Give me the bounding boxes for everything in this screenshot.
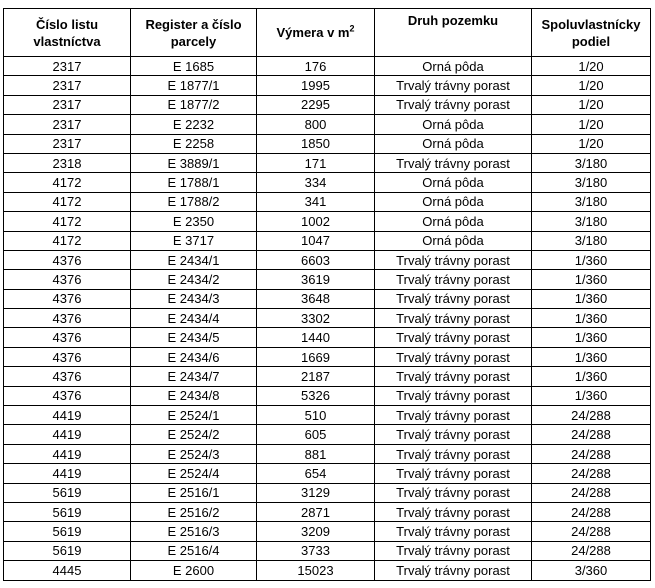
cell-parcel-number: E 1877/2 bbox=[131, 95, 257, 114]
cell-ownership-sheet-number: 2317 bbox=[4, 134, 131, 153]
cell-ownership-sheet-number: 4376 bbox=[4, 386, 131, 405]
cell-area: 3302 bbox=[257, 309, 375, 328]
cell-co-ownership-share: 1/360 bbox=[532, 328, 651, 347]
cell-co-ownership-share: 24/288 bbox=[532, 502, 651, 521]
cell-co-ownership-share: 1/360 bbox=[532, 270, 651, 289]
cell-ownership-sheet-number: 4419 bbox=[4, 444, 131, 463]
cell-parcel-number: E 1685 bbox=[131, 57, 257, 76]
table-row bbox=[4, 270, 651, 289]
cell-land-type: Trvalý trávny porast bbox=[375, 386, 532, 405]
cell-parcel-number: E 2232 bbox=[131, 115, 257, 134]
cell-co-ownership-share: 1/20 bbox=[532, 115, 651, 134]
table-row bbox=[4, 289, 651, 308]
cell-area: 6603 bbox=[257, 250, 375, 269]
cell-land-type: Orná pôda bbox=[375, 173, 532, 192]
cell-parcel-number: E 1877/1 bbox=[131, 76, 257, 95]
table-row bbox=[4, 483, 651, 502]
table-row bbox=[4, 173, 651, 192]
cell-co-ownership-share: 1/20 bbox=[532, 57, 651, 76]
cell-ownership-sheet-number: 4376 bbox=[4, 289, 131, 308]
table-row bbox=[4, 425, 651, 444]
cell-co-ownership-share: 24/288 bbox=[532, 541, 651, 560]
cell-area: 1995 bbox=[257, 76, 375, 95]
cell-ownership-sheet-number: 2317 bbox=[4, 76, 131, 95]
cell-area: 2187 bbox=[257, 367, 375, 386]
cell-land-type: Trvalý trávny porast bbox=[375, 425, 532, 444]
cell-parcel-number: E 2524/1 bbox=[131, 406, 257, 425]
cell-parcel-number: E 2524/3 bbox=[131, 444, 257, 463]
cell-ownership-sheet-number: 4419 bbox=[4, 464, 131, 483]
cell-co-ownership-share: 3/180 bbox=[532, 153, 651, 172]
table-row bbox=[4, 95, 651, 114]
cell-land-type: Trvalý trávny porast bbox=[375, 95, 532, 114]
header-share-line1: Spoluvlastnícky bbox=[541, 16, 641, 32]
header-ownership-line1: Číslo listu bbox=[35, 16, 99, 32]
cell-land-type: Orná pôda bbox=[375, 212, 532, 231]
cell-parcel-number: E 2350 bbox=[131, 212, 257, 231]
cell-co-ownership-share: 24/288 bbox=[532, 444, 651, 463]
cell-co-ownership-share: 24/288 bbox=[532, 425, 651, 444]
cell-ownership-sheet-number: 5619 bbox=[4, 502, 131, 521]
header-ownership-sheet-number bbox=[4, 9, 131, 57]
table-row bbox=[4, 212, 651, 231]
cell-parcel-number: E 2434/6 bbox=[131, 347, 257, 366]
cell-ownership-sheet-number: 4172 bbox=[4, 173, 131, 192]
cell-parcel-number: E 2434/4 bbox=[131, 309, 257, 328]
cell-land-type: Trvalý trávny porast bbox=[375, 347, 532, 366]
header-land-type bbox=[375, 9, 532, 57]
header-co-ownership-share bbox=[532, 9, 651, 57]
land-register-table-wrapper bbox=[3, 8, 651, 581]
cell-land-type: Trvalý trávny porast bbox=[375, 367, 532, 386]
cell-co-ownership-share: 24/288 bbox=[532, 483, 651, 502]
cell-parcel-number: E 1788/1 bbox=[131, 173, 257, 192]
cell-ownership-sheet-number: 2317 bbox=[4, 57, 131, 76]
table-row bbox=[4, 231, 651, 250]
header-register-line2: parcely bbox=[170, 33, 217, 49]
cell-land-type: Trvalý trávny porast bbox=[375, 153, 532, 172]
header-share-line2: podiel bbox=[571, 33, 611, 49]
cell-area: 3209 bbox=[257, 522, 375, 541]
cell-co-ownership-share: 1/360 bbox=[532, 347, 651, 366]
header-register-parcel-number bbox=[131, 9, 257, 57]
table-row bbox=[4, 309, 651, 328]
cell-co-ownership-share: 3/180 bbox=[532, 173, 651, 192]
cell-parcel-number: E 2434/1 bbox=[131, 250, 257, 269]
cell-area: 341 bbox=[257, 192, 375, 211]
cell-land-type: Trvalý trávny porast bbox=[375, 541, 532, 560]
cell-co-ownership-share: 1/360 bbox=[532, 289, 651, 308]
header-register-line1: Register a číslo bbox=[145, 16, 242, 32]
cell-land-type: Trvalý trávny porast bbox=[375, 270, 532, 289]
land-register-table bbox=[3, 8, 651, 581]
cell-land-type: Trvalý trávny porast bbox=[375, 483, 532, 502]
cell-parcel-number: E 2524/4 bbox=[131, 464, 257, 483]
table-row bbox=[4, 76, 651, 95]
cell-area: 176 bbox=[257, 57, 375, 76]
table-row bbox=[4, 406, 651, 425]
header-ownership-line2: vlastníctva bbox=[33, 33, 101, 49]
cell-parcel-number: E 2434/2 bbox=[131, 270, 257, 289]
cell-area: 15023 bbox=[257, 561, 375, 580]
table-row bbox=[4, 386, 651, 405]
cell-area: 171 bbox=[257, 153, 375, 172]
cell-area: 654 bbox=[257, 464, 375, 483]
table-row bbox=[4, 115, 651, 134]
cell-parcel-number: E 2434/7 bbox=[131, 367, 257, 386]
cell-land-type: Trvalý trávny porast bbox=[375, 502, 532, 521]
cell-ownership-sheet-number: 4419 bbox=[4, 406, 131, 425]
table-row bbox=[4, 561, 651, 580]
table-row bbox=[4, 347, 651, 366]
cell-ownership-sheet-number: 5619 bbox=[4, 483, 131, 502]
cell-parcel-number: E 2600 bbox=[131, 561, 257, 580]
cell-area: 5326 bbox=[257, 386, 375, 405]
cell-area: 510 bbox=[257, 406, 375, 425]
table-row bbox=[4, 57, 651, 76]
table-row bbox=[4, 134, 651, 153]
cell-land-type: Orná pôda bbox=[375, 134, 532, 153]
table-header bbox=[4, 9, 651, 57]
cell-ownership-sheet-number: 4172 bbox=[4, 212, 131, 231]
cell-co-ownership-share: 1/360 bbox=[532, 367, 651, 386]
cell-parcel-number: E 3889/1 bbox=[131, 153, 257, 172]
cell-area: 334 bbox=[257, 173, 375, 192]
cell-ownership-sheet-number: 4376 bbox=[4, 270, 131, 289]
cell-co-ownership-share: 1/20 bbox=[532, 76, 651, 95]
cell-ownership-sheet-number: 4376 bbox=[4, 250, 131, 269]
cell-land-type: Orná pôda bbox=[375, 231, 532, 250]
header-area-text: Výmera v m bbox=[276, 25, 350, 40]
cell-area: 605 bbox=[257, 425, 375, 444]
table-row bbox=[4, 192, 651, 211]
cell-ownership-sheet-number: 2318 bbox=[4, 153, 131, 172]
cell-co-ownership-share: 3/180 bbox=[532, 212, 651, 231]
cell-parcel-number: E 2516/1 bbox=[131, 483, 257, 502]
cell-parcel-number: E 2516/2 bbox=[131, 502, 257, 521]
cell-ownership-sheet-number: 4376 bbox=[4, 347, 131, 366]
header-area bbox=[257, 9, 375, 57]
table-row bbox=[4, 328, 651, 347]
cell-co-ownership-share: 3/180 bbox=[532, 231, 651, 250]
cell-land-type: Trvalý trávny porast bbox=[375, 309, 532, 328]
header-row bbox=[4, 9, 651, 57]
table-row bbox=[4, 541, 651, 560]
cell-co-ownership-share: 3/180 bbox=[532, 192, 651, 211]
cell-parcel-number: E 2434/8 bbox=[131, 386, 257, 405]
cell-ownership-sheet-number: 4445 bbox=[4, 561, 131, 580]
cell-land-type: Trvalý trávny porast bbox=[375, 444, 532, 463]
cell-area: 1850 bbox=[257, 134, 375, 153]
cell-area: 3733 bbox=[257, 541, 375, 560]
table-body bbox=[4, 57, 651, 581]
cell-parcel-number: E 2516/3 bbox=[131, 522, 257, 541]
table-row bbox=[4, 522, 651, 541]
table-row bbox=[4, 464, 651, 483]
cell-parcel-number: E 2434/5 bbox=[131, 328, 257, 347]
cell-land-type: Trvalý trávny porast bbox=[375, 250, 532, 269]
header-land-type-text: Druh pozemku bbox=[407, 13, 499, 28]
cell-ownership-sheet-number: 5619 bbox=[4, 541, 131, 560]
cell-area: 1440 bbox=[257, 328, 375, 347]
cell-co-ownership-share: 24/288 bbox=[532, 464, 651, 483]
cell-parcel-number: E 2434/3 bbox=[131, 289, 257, 308]
cell-parcel-number: E 2516/4 bbox=[131, 541, 257, 560]
cell-land-type: Orná pôda bbox=[375, 192, 532, 211]
cell-parcel-number: E 2258 bbox=[131, 134, 257, 153]
cell-land-type: Trvalý trávny porast bbox=[375, 561, 532, 580]
cell-land-type: Trvalý trávny porast bbox=[375, 76, 532, 95]
cell-land-type: Orná pôda bbox=[375, 115, 532, 134]
cell-land-type: Trvalý trávny porast bbox=[375, 464, 532, 483]
cell-land-type: Trvalý trávny porast bbox=[375, 406, 532, 425]
cell-co-ownership-share: 1/360 bbox=[532, 386, 651, 405]
header-area-superscript: 2 bbox=[349, 23, 355, 34]
cell-parcel-number: E 1788/2 bbox=[131, 192, 257, 211]
table-row bbox=[4, 444, 651, 463]
cell-ownership-sheet-number: 5619 bbox=[4, 522, 131, 541]
cell-ownership-sheet-number: 4376 bbox=[4, 328, 131, 347]
cell-ownership-sheet-number: 2317 bbox=[4, 95, 131, 114]
cell-ownership-sheet-number: 4376 bbox=[4, 367, 131, 386]
table-row bbox=[4, 502, 651, 521]
table-row bbox=[4, 250, 651, 269]
cell-parcel-number: E 2524/2 bbox=[131, 425, 257, 444]
cell-area: 2871 bbox=[257, 502, 375, 521]
cell-co-ownership-share: 1/360 bbox=[532, 250, 651, 269]
cell-land-type: Trvalý trávny porast bbox=[375, 289, 532, 308]
cell-ownership-sheet-number: 4376 bbox=[4, 309, 131, 328]
cell-area: 1047 bbox=[257, 231, 375, 250]
cell-ownership-sheet-number: 4172 bbox=[4, 192, 131, 211]
cell-co-ownership-share: 1/20 bbox=[532, 134, 651, 153]
cell-co-ownership-share: 24/288 bbox=[532, 406, 651, 425]
cell-area: 800 bbox=[257, 115, 375, 134]
cell-area: 1002 bbox=[257, 212, 375, 231]
cell-co-ownership-share: 1/20 bbox=[532, 95, 651, 114]
cell-parcel-number: E 3717 bbox=[131, 231, 257, 250]
table-row bbox=[4, 153, 651, 172]
cell-co-ownership-share: 24/288 bbox=[532, 522, 651, 541]
cell-co-ownership-share: 1/360 bbox=[532, 309, 651, 328]
cell-area: 3129 bbox=[257, 483, 375, 502]
table-row bbox=[4, 367, 651, 386]
cell-area: 881 bbox=[257, 444, 375, 463]
cell-co-ownership-share: 3/360 bbox=[532, 561, 651, 580]
cell-area: 2295 bbox=[257, 95, 375, 114]
cell-area: 3648 bbox=[257, 289, 375, 308]
cell-land-type: Trvalý trávny porast bbox=[375, 328, 532, 347]
cell-ownership-sheet-number: 4172 bbox=[4, 231, 131, 250]
cell-area: 3619 bbox=[257, 270, 375, 289]
cell-ownership-sheet-number: 2317 bbox=[4, 115, 131, 134]
cell-land-type: Orná pôda bbox=[375, 57, 532, 76]
cell-ownership-sheet-number: 4419 bbox=[4, 425, 131, 444]
cell-land-type: Trvalý trávny porast bbox=[375, 522, 532, 541]
cell-area: 1669 bbox=[257, 347, 375, 366]
